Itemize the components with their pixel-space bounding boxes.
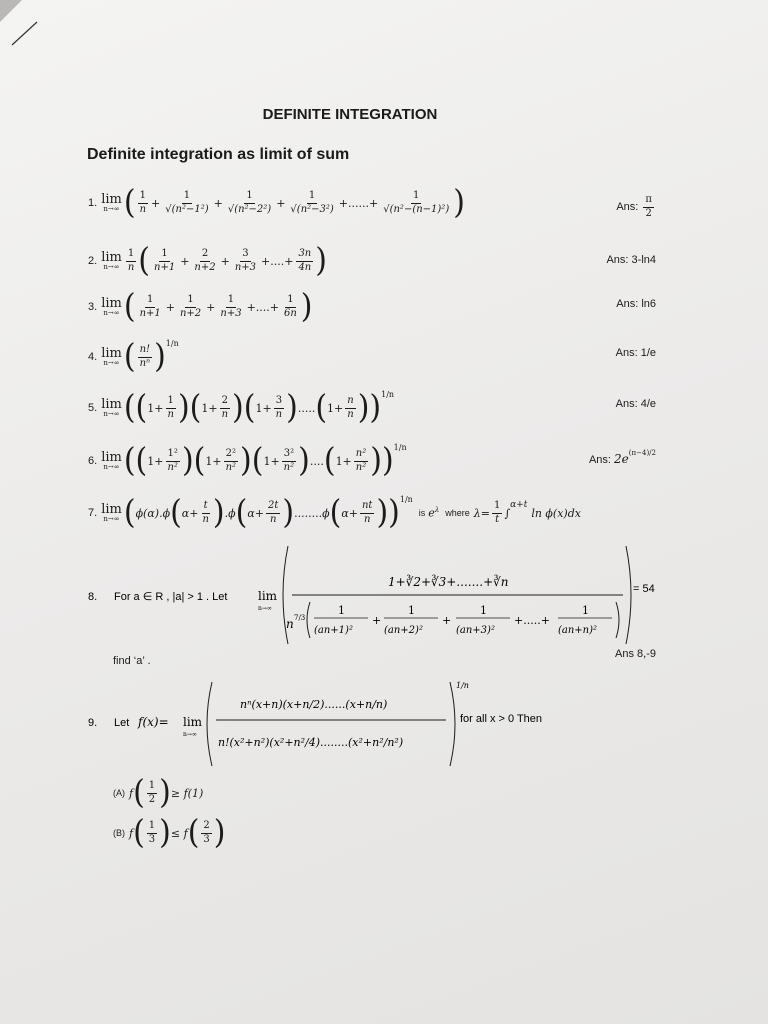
svg-text:lim: lim <box>183 715 203 729</box>
answer-6: Ans: $2e^{(\pi-4)/2}$ <box>588 449 656 466</box>
svg-text:for all x > 0 Then: for all x > 0 Then <box>460 713 543 725</box>
svg-text:7/3: 7/3 <box>294 614 306 622</box>
svg-text:1: 1 <box>338 604 345 617</box>
svg-text:Let: Let <box>114 717 130 729</box>
question-5: 5. lim n→∞ (( 1+ $\frac{1}{n}$ )( 1+ $\frac{2}{n}$ )( 1+ $\frac{3}{n}$ ) ..... ( 1+ $\frac{n}{n}$ )) 1/n <box>88 388 395 427</box>
option-a: (A) f ( $\frac{1}{2}$ ) ≥ f(1) <box>113 773 204 812</box>
option-b: (B) f ( $\frac{1}{3}$ ) ≤ f ( $\frac{2}{3}$ ) <box>113 813 226 852</box>
question-8-tail: find ‘a’ . <box>113 655 151 667</box>
question-9 <box>88 680 668 770</box>
question-4: 4. lim n→∞ ( $\frac{n!}{\text{nⁿ}}$ ) 1/n <box>88 337 179 376</box>
page-title: DEFINITE INTEGRATION <box>262 106 438 123</box>
question-1: 1. lim n→∞ ( $\frac{1}{n}$ + $\frac{1}{\text{√(n²−1²)}}$ + $\frac{1}{\text{√(n²−2²)}}$ + $\frac{1}{\text{√(n²−3²)}}$ +......+ $\frac{1}{\text{√(n²−(n−1)²)}}$ ) <box>88 183 465 222</box>
svg-text:1: 1 <box>480 604 487 617</box>
question-3: 3. lim n→∞ ( $\frac{1}{n+1}$ + $\frac{1}{n+2}$ + $\frac{1}{n+3}$ +....+ $\frac{1}{6n}$ ) <box>88 287 313 326</box>
svg-text:(an+3)²: (an+3)² <box>456 625 495 636</box>
question-9-expression <box>88 680 668 770</box>
svg-text:1+∛2+∛3+.......+∛n: 1+∛2+∛3+.......+∛n <box>388 575 509 589</box>
answer-5: Ans: 4/e <box>615 398 656 410</box>
question-6: 6. lim n→∞ (( 1+ $\frac{\text{1²}}{\text{n²}}$ )( 1+ $\frac{\text{2²}}{\text{n²}}$ )( 1+ $\frac{\text{3²}}{\text{n²}}$ ) .... ( 1+ $\frac{\text{n²}}{\text{n²}}$ )) 1/n <box>88 441 407 480</box>
svg-text:8.: 8. <box>88 591 98 603</box>
svg-text:For a ∈ R , |a| > 1 . Let: For a ∈ R , |a| > 1 . Let <box>114 591 228 603</box>
question-2: 2. lim n→∞ $\frac{1}{n}$ ( $\frac{1}{n+1}$ + $\frac{2}{n+2}$ + $\frac{3}{n+3}$ +....+ $\frac{3n}{4n}$ ) <box>88 241 327 280</box>
svg-text:(an+n)²: (an+n)² <box>558 625 598 636</box>
answer-1: Ans: $\frac{\pi}{2}$ <box>616 194 652 219</box>
question-8-expression <box>88 540 668 650</box>
svg-text:f(x)=: f(x)= <box>138 715 169 729</box>
question-8 <box>88 540 668 650</box>
svg-text:n!(x²+n²)(x²+n²/4)........(x²+: n!(x²+n²)(x²+n²/4)........(x²+n²/n²) <box>218 736 404 749</box>
svg-text:+.....+: +.....+ <box>514 614 550 627</box>
svg-text:1/n: 1/n <box>456 681 469 690</box>
svg-text:9.: 9. <box>88 717 98 729</box>
section-subtitle: Definite integration as limit of sum <box>87 146 350 163</box>
svg-text:+: + <box>372 614 382 627</box>
pen-mark <box>0 0 60 60</box>
svg-text:n: n <box>286 617 294 631</box>
svg-text:n→∞: n→∞ <box>258 605 272 612</box>
svg-text:lim: lim <box>258 589 278 603</box>
svg-text:nⁿ(x+n)(x+n/2)......(x+n/n): nⁿ(x+n)(x+n/2)......(x+n/n) <box>240 698 388 711</box>
svg-text:n→∞: n→∞ <box>183 731 197 738</box>
svg-text:= 54: = 54 <box>633 583 655 595</box>
answer-3: Ans: ln6 <box>616 298 656 310</box>
answer-4: Ans: 1/e <box>615 347 656 359</box>
svg-text:(an+1)²: (an+1)² <box>314 625 353 636</box>
svg-text:(an+2)²: (an+2)² <box>384 625 423 636</box>
question-7: 7. lim n→∞ ( ϕ(α).ϕ ( α+ $\frac{t}{n}$ ) .ϕ ( α+ $\frac{2t}{n}$ ) ........ ϕ ( α+ $\frac{nt}{n}$ )) 1/n is $e^\lambda$ where λ= $\frac{1}{t}$ ∫ α+t ln ϕ(x)dx <box>88 493 581 532</box>
svg-text:+: + <box>442 614 452 627</box>
svg-text:1: 1 <box>408 604 415 617</box>
answer-8: Ans 8,-9 <box>615 648 656 660</box>
svg-text:1: 1 <box>582 604 589 617</box>
answer-2: Ans: 3-ln4 <box>606 254 656 266</box>
